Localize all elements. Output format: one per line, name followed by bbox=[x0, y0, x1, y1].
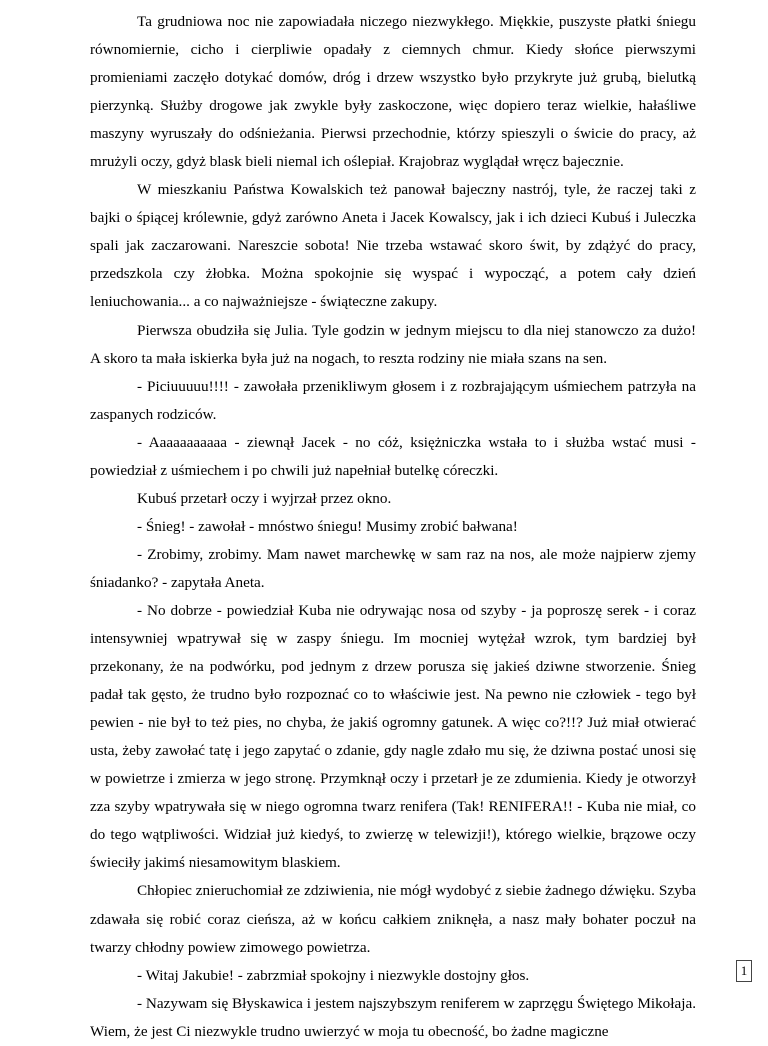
paragraph: - Zrobimy, zrobimy. Mam nawet marchewkę w sam raz na nos, ale może najpierw zjemy śniadanko? - zapytała Aneta. bbox=[90, 545, 696, 591]
paragraph: Pierwsza obudziła się Julia. Tyle godzin w jednym miejscu to dla niej stanowczo za dużo! A skoro ta mała iskierka była już na nogach, to reszta rodziny nie miała szans na sen. bbox=[90, 321, 696, 367]
paragraph: Kubuś przetarł oczy i wyjrzał przez okno. bbox=[137, 489, 392, 507]
paragraph: - Piciuuuuu!!!! - zawołała przenikliwym głosem i z rozbrajającym uśmiechem patrzyła na zaspanych rodziców. bbox=[90, 377, 696, 423]
paragraph: - Nazywam się Błyskawica i jestem najszybszym reniferem w zaprzęgu Świętego Mikołaja. Wiem, że jest Ci niezwykle trudno uwierzyć w moja tu obecność, bo żadne magiczne bbox=[90, 994, 696, 1040]
paragraph: - No dobrze - powiedział Kuba nie odrywając nosa od szyby - ja poproszę serek - i coraz intensywniej wpatrywał się w zaspy śniegu. Im mocniej wytężał wzrok, tym bardziej był przekonany, że na podwórku, pod jednym z drzew porusza się jakieś dziwne stworzenie. Śnieg padał tak gęsto, że trudno było rozpoznać co to właściwie jest. Na pewno nie człowiek - tego był pewien - nie był to też pies, no chyba, że jakiś ogromny gatunek. A więc co?!!? Już miał otwierać usta, żeby zawołać tatę i jego zapytać o zdanie, gdy nagle zdało mu się, że dziwna postać unosi się w powietrze i zmierza w jego stronę. Przymknął oczy i przetarł je ze zdumienia. Kiedy je otworzył zza szyby wpatrywała się w niego ogromna twarz renifera (Tak! RENIFERA!! - Kuba nie miał, co do tego wątpliwości. Widział już kiedyś, to zwierzę w telewizji!), którego wielkie, brązowe oczy świeciły jakimś niesamowitym blaskiem. bbox=[90, 601, 696, 872]
paragraph: - Witaj Jakubie! - zabrzmiał spokojny i niezwykle dostojny głos. bbox=[137, 966, 530, 984]
page-number: 1 bbox=[736, 960, 752, 982]
paragraph: Ta grudniowa noc nie zapowiadała niczego niezwykłego. Miękkie, puszyste płatki śniegu równomiernie, cicho i cierpliwie opadały z ciemnych chmur. Kiedy słońce pierwszymi promieniami zaczęło dotykać domów, dróg i drzew wszystko było przykryte już grubą, bielutką pierzynką. Służby drogowe jak zwykle były zaskoczone, więc dopiero teraz wielkie, hałaśliwe maszyny wyruszały do odśnieżania. Pierwsi przechodnie, którzy spieszyli o świcie do pracy, aż mrużyli oczy, gdyż blask bieli niemal ich oślepiał. Krajobraz wyglądał wręcz bajecznie. bbox=[90, 13, 696, 171]
paragraph: - Śnieg! - zawołał - mnóstwo śniegu! Musimy zrobić bałwana! bbox=[137, 517, 518, 535]
paragraph: - Aaaaaaaaaaa - ziewnął Jacek - no cóż, księżniczka wstała to i służba wstać musi - powiedział z uśmiechem i po chwili już napełniał butelkę córeczki. bbox=[90, 433, 696, 479]
paragraph: Chłopiec znieruchomiał ze zdziwienia, nie mógł wydobyć z siebie żadnego dźwięku. Szyba zdawała się robić coraz cieńsza, aż w końcu całkiem zniknęła, a nasz mały bohater poczuł na twarzy chłodny powiew zimowego powietrza. bbox=[90, 882, 696, 956]
paragraph: W mieszkaniu Państwa Kowalskich też panował bajeczny nastrój, tyle, że raczej taki z bajki o śpiącej królewnie, gdyż zarówno Aneta i Jacek Kowalscy, jak i ich dzieci Kubuś i Juleczka spali jak zaczarowani. Nareszcie sobota! Nie trzeba wstawać skoro świt, by zdążyć do pracy, przedszkola czy żłobka. Można spokojnie się wyspać i wypocząć, a potem cały dzień leniuchowania... a co najważniejsze - świąteczne zakupy. bbox=[90, 181, 696, 311]
document-page bbox=[90, 8, 696, 1046]
